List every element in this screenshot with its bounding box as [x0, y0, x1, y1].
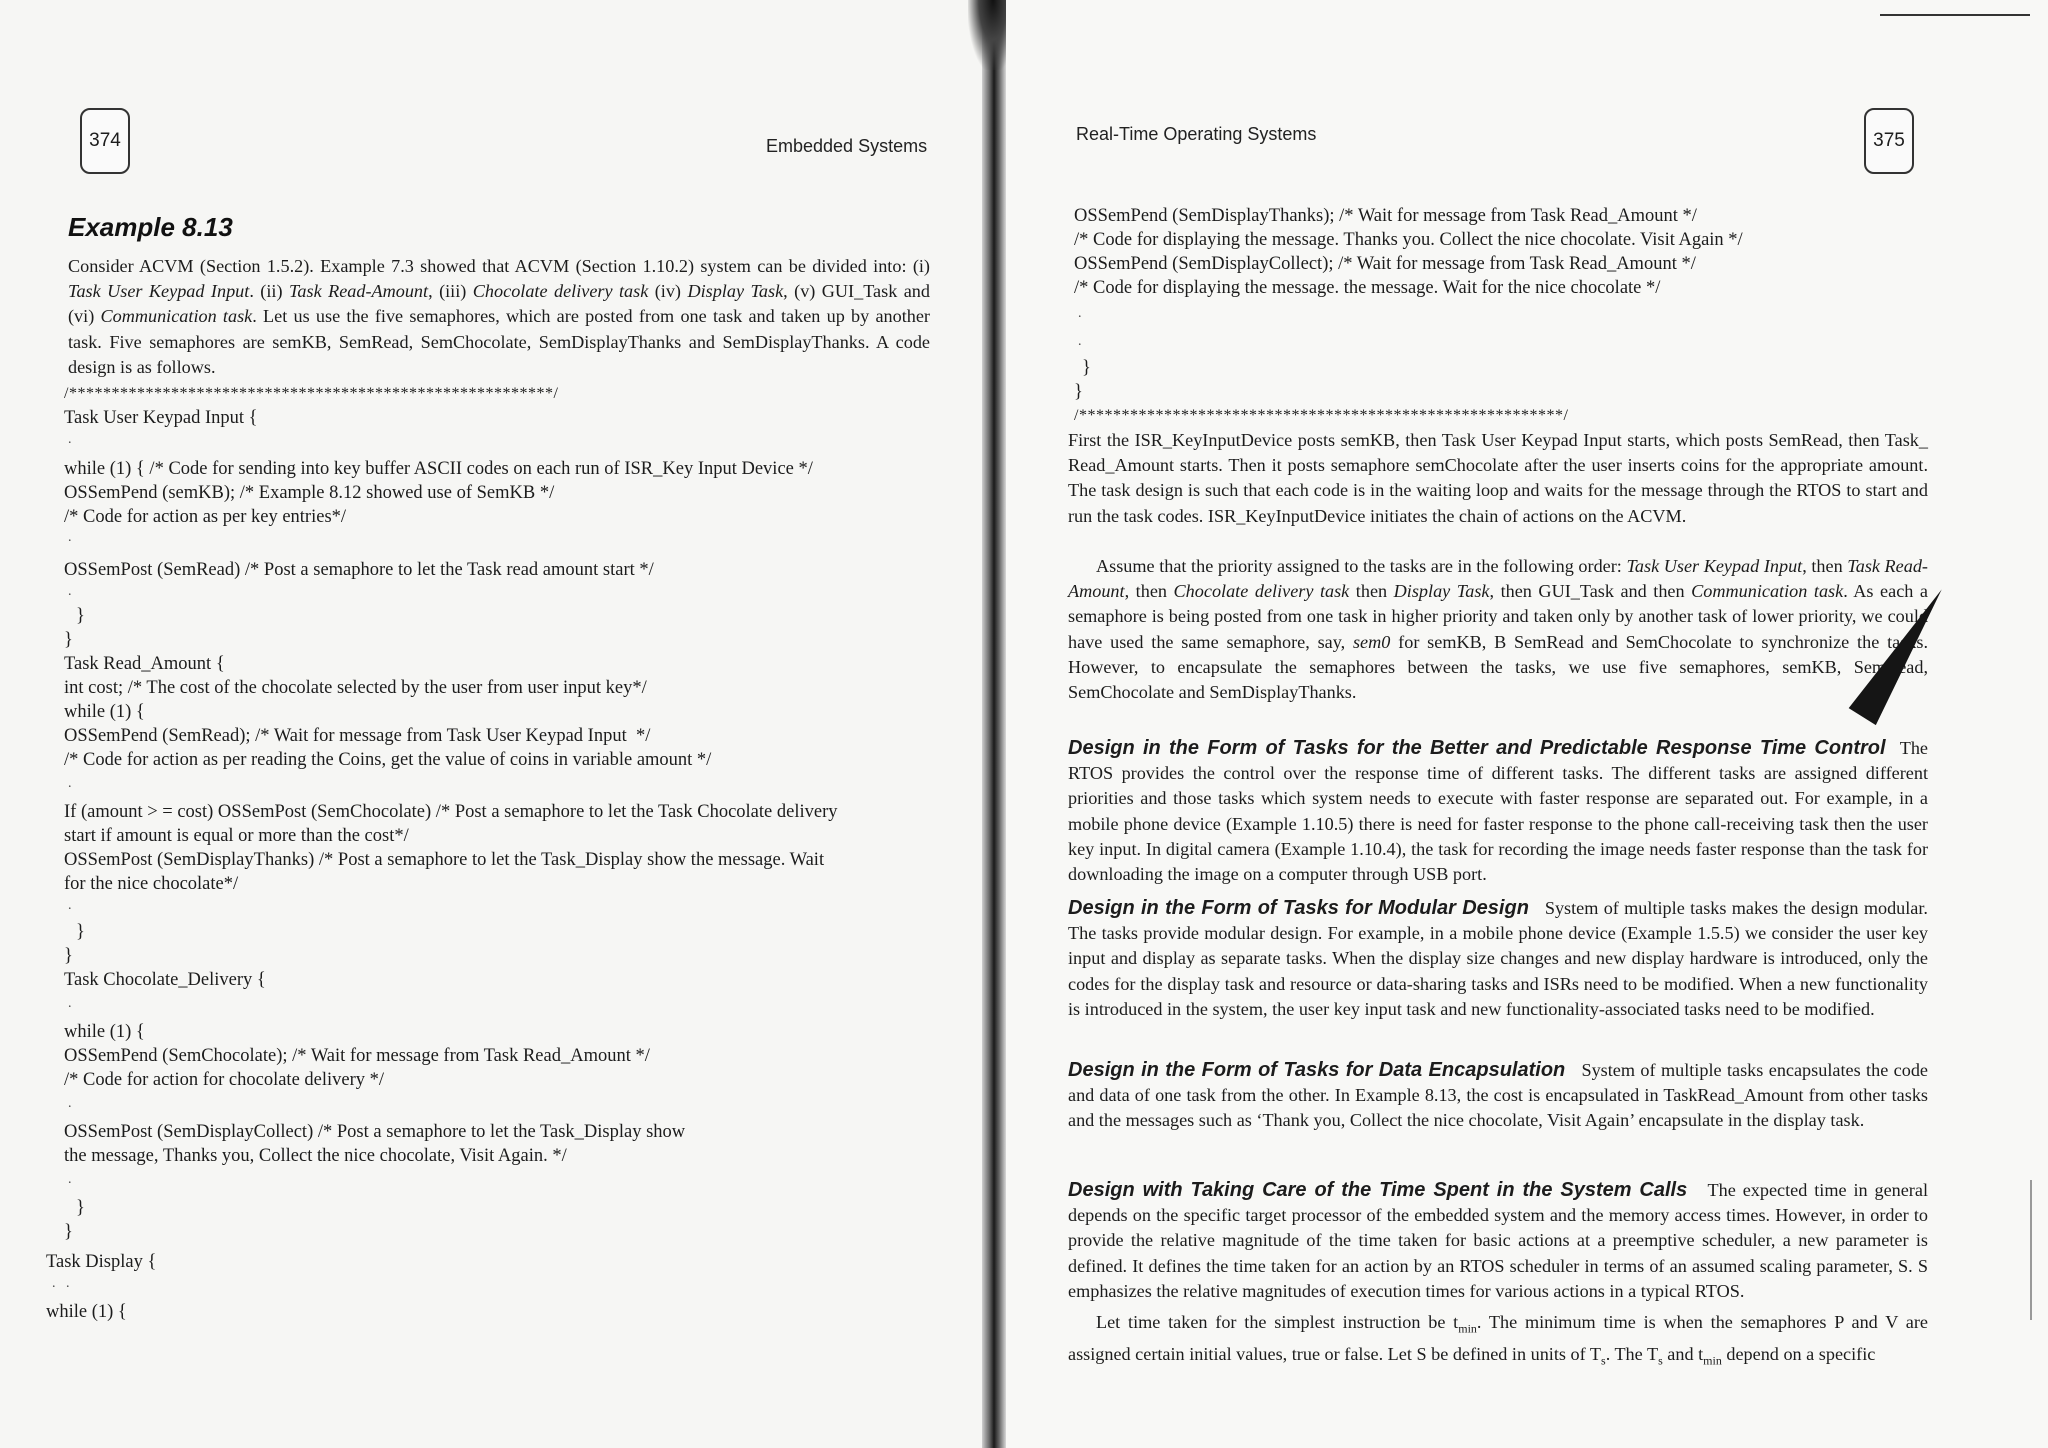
- section-heading: Design in the Form of Tasks for Modular Design: [1068, 897, 1529, 919]
- code-line: }: [64, 1222, 73, 1242]
- code-line: /* Code for displaying the message. the message. Wait for the nice chocolate */: [1074, 278, 1661, 298]
- code-line: while (1) {: [46, 1302, 127, 1322]
- priority-paragraph: Assume that the priority assigned to the tasks are in the following order: Task User Keypad Input, then Task Read-Amount, then Chocolate delivery task then Display Task, then GUI_Task and then Communication task. As each a semaphore is being posted from one task in higher priority and taken only by another task of lower priority, we could have used the same semaphore, say, sem0 for semKB, B SemRead and SemChocolate to synchronize the tasks. However, to encapsulate the semaphores between the tasks, we use five semaphores, semKB, SemRead, SemChocolate and SemDisplayThanks.: [1068, 556, 1928, 703]
- left-page: 374 Embedded Systems Example 8.13 Consider ACVM (Section 1.5.2). Example 7.3 showed that ACVM (Section 1.10.2) system can be divided into: (i) Task User Keypad Input. (ii) Task Read-Amount, (iii) Chocolate delivery task (iv) Display Task, (v) GUI_Task and (vi) Communication task. Let us use the five semaphores, which are posted from one task and taken up by another task. Five semaphores are semKB, SemRead, SemChocolate, SemDisplayThanks and SemDisplayThanks. A code design is as follows. /*********************************************************/ Task User Keypad Input { . while (1) { /* Code for sending into key buffer ASCII codes on each run of ISR_Key Input Device */ OSSemPend (semKB); /* Example 8.12 showed use of SemKB */ /* Code for action as per key entries*/ . OSSemPost (SemRead) /* Post a semaphore to let the Task read amount start */ . } } Task Read_Amount { int cost; /* The cost of the chocolate selected by the user from user input key*/ while (1) { OSSemPend (SemRead); /* Wait for message from Task User Keypad Input */ /* Code for action as per reading the Coins, get the value of coins in variable amount */ . If (amount > = cost) OSSemPost (SemChocolate) /* Post a semaphore to let the Task Chocolate delivery start if amount is equal or more than the cost*/ OSSemPost (SemDisplayThanks) /* Post a semaphore to let the Task_Display show the message. Wait for the nice chocolate*/ . } } Task Chocolate_Delivery { . while (1) { OSSemPend (SemChocolate); /* Wait for message from Task Read_Amount */ /* Code for action for chocolate delivery */ . OSSemPost (SemDisplayCollect) /* Post a semaphore to let the Task_Display show the message, Thanks you, Collect the nice chocolate, Visit Again. */ . } } Task Display { . . while (1) {: [0, 0, 982, 1448]
- code-line: for the nice chocolate*/: [64, 874, 239, 894]
- code-line: /* Code for action as per reading the Coins, get the value of coins in variable amount */: [64, 750, 712, 770]
- example-title: Example 8.13: [68, 212, 233, 242]
- code-line: the message, Thanks you, Collect the nice chocolate, Visit Again. */: [64, 1146, 567, 1166]
- code-line: while (1) { /* Code for sending into key buffer ASCII codes on each run of ISR_Key Input Device */: [64, 459, 813, 479]
- code-line: }: [64, 630, 73, 650]
- code-line: Task Read_Amount {: [64, 654, 225, 674]
- code-line: OSSemPost (SemRead) /* Post a semaphore to let the Task read amount start */: [64, 560, 654, 580]
- modular-design-section: Design in the Form of Tasks for Modular Design System of multiple tasks makes the design modular. The tasks provide modular design. For example, in a mobile phone device (Example 1.5.5) we consider the user key input and display as separate tasks. When the display size changes and new display hardware is introduced, only the codes for the display task and resource or data-sharing tasks and ISRs need to be modified. When a new functionality is introduced in the system, the user key input task and new functionality-associated tasks need to be modified.: [1068, 897, 1928, 1019]
- code-line: }: [64, 946, 73, 966]
- code-line: Task User Keypad Input {: [64, 408, 258, 428]
- book-gutter: [982, 0, 1006, 1448]
- page-edge-mark: [2030, 1180, 2032, 1320]
- page-number: 375: [1864, 108, 1914, 174]
- page-number: 374: [80, 108, 130, 174]
- code-line: /* Code for displaying the message. Thanks you. Collect the nice chocolate. Visit Again */: [1074, 230, 1743, 250]
- response-time-section: Design in the Form of Tasks for the Better and Predictable Response Time Control The RTOS provides the control over the response time of different tasks. The different tasks are assigned different priorities and those tasks which system needs to execute with faster response are separated out. For example, in a mobile phone device (Example 1.10.5) there is need for faster response to the phone call-receiving task then the user key input. In digital camera (Example 1.10.4), the task for recording the image needs faster response than the task for downloading the image on a computer through USB port.: [1068, 737, 1928, 885]
- code-line: }: [1082, 358, 1091, 378]
- code-line: /*********************************************************/: [1074, 407, 1569, 424]
- code-line: }: [76, 1198, 85, 1218]
- code-line: }: [76, 922, 85, 942]
- code-line: OSSemPend (SemChocolate); /* Wait for message from Task Read_Amount */: [64, 1046, 650, 1066]
- code-line: Task Display {: [46, 1252, 157, 1272]
- running-head: Real-Time Operating Systems: [1076, 124, 1317, 144]
- running-head: Embedded Systems: [766, 136, 928, 156]
- code-line: while (1) {: [64, 1022, 145, 1042]
- system-calls-section: Design with Taking Care of the Time Spent in the System Calls The expected time in general depends on the specific target processor of the embedded system and the memory access times. However, in order to provide the relative magnitude of the time taken for basic actions at a preemptive scheduler, a new parameter is defined. It defines the time taken for an action by an RTOS scheduler in terms of an assumed scaling parameter, S. S emphasizes the relative magnitudes of execution times for various actions in a typical RTOS.: [1068, 1179, 1928, 1301]
- code-line: /* Code for action for chocolate delivery */: [64, 1070, 385, 1090]
- code-line: OSSemPost (SemDisplayCollect) /* Post a semaphore to let the Task_Display show: [64, 1122, 686, 1142]
- code-line: /*********************************************************/: [64, 385, 559, 402]
- min-time-paragraph: Let time taken for the simplest instruction be $t_{min}$. The minimum time is when the semaphores P and V are assigned certain initial values, true or false. Let S be defined in units of $T_s$. The $T_s$ and $t_{min}$ depend on a specific: [1068, 1312, 1928, 1368]
- code-line: int cost; /* The cost of the chocolate selected by the user from user input key*/: [64, 678, 647, 698]
- section-heading: Design in the Form of Tasks for Data Encapsulation: [1068, 1059, 1566, 1081]
- code-line: Task Chocolate_Delivery {: [64, 970, 266, 990]
- code-line: OSSemPend (SemRead); /* Wait for message from Task User Keypad Input */: [64, 726, 651, 746]
- code-line: OSSemPend (SemDisplayThanks); /* Wait for message from Task Read_Amount */: [1074, 206, 1697, 226]
- code-line: }: [76, 606, 85, 626]
- top-rule: [1880, 14, 2030, 16]
- code-line: /* Code for action as per key entries*/: [64, 507, 347, 527]
- section-heading: Design with Taking Care of the Time Spent in the System Calls: [1068, 1179, 1688, 1201]
- data-encapsulation-section: Design in the Form of Tasks for Data Encapsulation System of multiple tasks encapsulates the code and data of one task from the other. In Example 8.13, the cost is encapsulated in TaskRead_Amount from other tasks and the messages such as ‘Thank you, Collect the nice chocolate, Visit Again’ encapsulate in the display task.: [1068, 1059, 1928, 1131]
- code-line: }: [1074, 382, 1083, 402]
- code-line: If (amount > = cost) OSSemPost (SemChocolate) /* Post a semaphore to let the Task Chocolate delivery: [64, 802, 838, 822]
- code-line: OSSemPend (semKB); /* Example 8.12 showed use of SemKB */: [64, 483, 555, 503]
- code-line: OSSemPend (SemDisplayCollect); /* Wait for message from Task Read_Amount */: [1074, 254, 1696, 274]
- section-heading: Design in the Form of Tasks for the Better and Predictable Response Time Control: [1068, 737, 1886, 759]
- example-intro-paragraph: Consider ACVM (Section 1.5.2). Example 7.3 showed that ACVM (Section 1.10.2) system can be divided into: (i) Task User Keypad Input. (ii) Task Read-Amount, (iii) Chocolate delivery task (iv) Display Task, (v) GUI_Task and (vi) Communication task. Let us use the five semaphores, which are posted from one task and taken up by another task. Five semaphores are semKB, SemRead, SemChocolate, SemDisplayThanks and SemDisplayThanks. A code design is as follows.: [68, 256, 930, 377]
- code-line: start if amount is equal or more than the cost*/: [64, 826, 409, 846]
- code-line: while (1) {: [64, 702, 145, 722]
- code-line: OSSemPost (SemDisplayThanks) /* Post a semaphore to let the Task_Display show the message. Wait: [64, 850, 825, 870]
- code-explanation-paragraph: First the ISR_KeyInputDevice posts semKB, then Task User Keypad Input starts, which posts SemRead, then Task_ Read_Amount starts. Then it posts semaphore semChocolate after the user inserts coins for the appropriate amount. The task design is such that each code is in the waiting loop and waits for the message through the RTOS to start and run the task codes. ISR_KeyInputDevice initiates the chain of actions on the ACVM.: [1068, 430, 1928, 526]
